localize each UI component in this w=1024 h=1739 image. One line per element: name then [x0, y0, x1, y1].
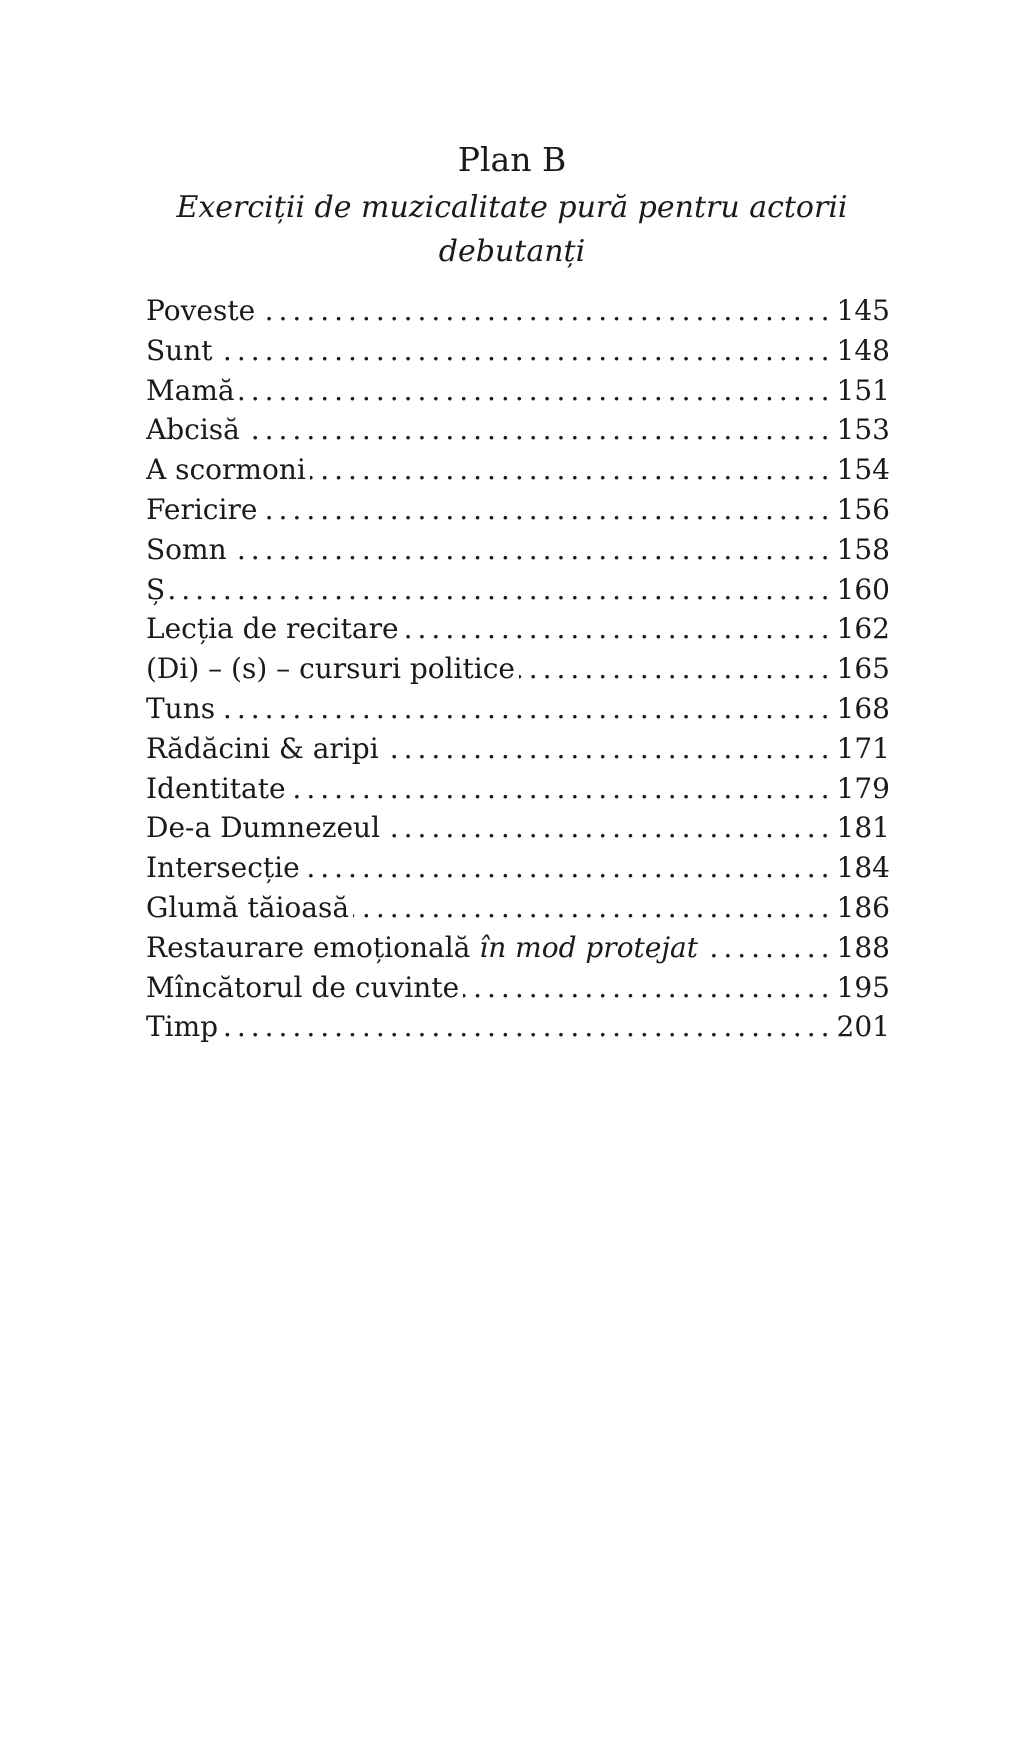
toc-entry-title-italic: în mod protejat: [479, 930, 699, 964]
toc-entry-page: 154: [836, 453, 890, 487]
toc-entry: [146, 371, 890, 411]
toc-entry-page: 158: [836, 532, 890, 566]
toc-entry-page: 168: [836, 691, 890, 725]
toc-entry: [146, 968, 890, 1008]
dot-leader: [217, 331, 835, 371]
toc-entry-title: Intersecție: [146, 851, 300, 885]
toc-entry-page: 171: [836, 731, 890, 765]
toc-entry-title: A scormoni: [146, 453, 306, 487]
toc-entry: [146, 649, 890, 689]
toc-entry-page: 179: [836, 771, 890, 805]
dot-leader: [290, 769, 835, 809]
toc-entry-title: Poveste: [146, 294, 256, 327]
toc-entry-title: Mîncătorul de cuvinte: [146, 970, 460, 1004]
toc-entry: [146, 331, 890, 371]
toc-entry-title-regular: Restaurare emoțională: [146, 930, 471, 964]
dot-leader: [463, 968, 834, 1008]
dot-leader: [222, 1007, 834, 1047]
dot-leader: [169, 570, 834, 610]
toc-entry: [146, 530, 890, 570]
toc-entry-title: Identitate: [146, 771, 286, 805]
table-of-contents: [146, 291, 890, 1047]
toc-entry-title: Timp: [146, 1010, 219, 1044]
dot-leader: [261, 490, 834, 530]
toc-entry: [146, 291, 890, 331]
dot-leader: [383, 729, 835, 769]
dot-leader: [259, 291, 834, 331]
toc-entry-title: Tuns: [146, 691, 216, 725]
dot-leader: [310, 450, 835, 490]
toc-entry: [146, 928, 890, 968]
toc-entry: [146, 769, 890, 809]
toc-entry: [146, 888, 890, 928]
dot-leader: [304, 848, 835, 888]
toc-entry-page: 151: [836, 373, 890, 407]
toc-entry-title: De-a Dumnezeul: [146, 811, 381, 845]
dot-leader: [384, 808, 835, 848]
dot-leader: [702, 928, 835, 968]
dot-leader: [231, 530, 835, 570]
toc-entry-title: Rădăcini & aripi: [146, 731, 379, 765]
toc-entry-page: 162: [836, 612, 890, 646]
section-title: Plan B: [457, 140, 567, 179]
toc-entry: [146, 729, 890, 769]
section-subtitle: Exerciții de muzicalitate pură pentru actorii debutanți: [176, 190, 848, 269]
toc-entry: [146, 808, 890, 848]
toc-entry-page: 165: [836, 652, 890, 686]
dot-leader: [244, 410, 835, 450]
toc-entry: [146, 1007, 890, 1047]
toc-entry-title: Glumă tăioasă: [146, 890, 350, 924]
toc-entry-title: Sunt: [146, 333, 213, 367]
toc-entry-title: Abcisă: [146, 413, 240, 447]
toc-entry-page: 181: [836, 811, 890, 845]
toc-entry-title: Fericire: [146, 492, 258, 526]
toc-entry-page: 184: [836, 851, 890, 885]
dot-leader: [239, 371, 835, 411]
toc-entry-page: 145: [836, 294, 890, 327]
toc-entry: [146, 689, 890, 729]
toc-entry-page: 195: [836, 970, 890, 1004]
toc-entry-page: 153: [836, 413, 890, 447]
toc-entry-page: 186: [836, 890, 890, 924]
toc-entry-title: Mamă: [146, 373, 235, 407]
toc-entry: [146, 609, 890, 649]
toc-entry-title: Somn: [146, 532, 227, 566]
toc-entry: [146, 450, 890, 490]
toc-entry: [146, 410, 890, 450]
dot-leader: [219, 689, 834, 729]
toc-entry-page: 156: [836, 492, 890, 526]
toc-entry-title: [146, 928, 702, 968]
toc-entry-title: Ș: [146, 572, 166, 606]
toc-entry-title: Lecția de recitare: [146, 612, 399, 646]
dot-leader: [403, 609, 835, 649]
toc-entry-page: 160: [836, 572, 890, 606]
toc-entry-page: 188: [836, 930, 890, 964]
toc-entry: [146, 848, 890, 888]
dot-leader: [519, 649, 835, 689]
toc-entry: [146, 490, 890, 530]
dot-leader: [353, 888, 835, 928]
toc-entry-page: 201: [836, 1010, 890, 1044]
toc-entry-page: 148: [836, 333, 890, 367]
toc-entry: [146, 570, 890, 610]
toc-entry-title: (Di) – (s) – cursuri politice: [146, 652, 515, 686]
